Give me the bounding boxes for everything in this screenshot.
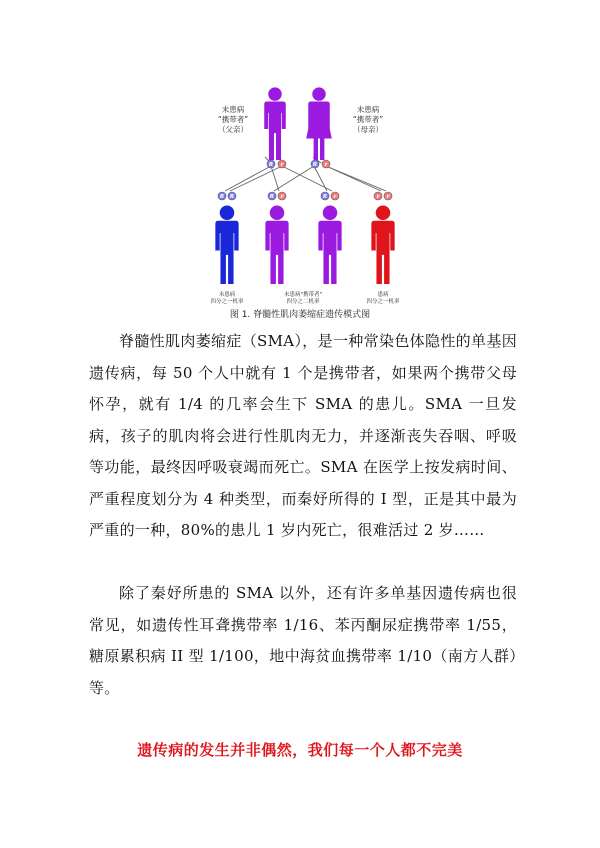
allele-text: r — [280, 194, 284, 200]
allele-text: r — [280, 162, 284, 168]
father-label-3: （父亲） — [218, 125, 248, 134]
allele-text: r — [376, 194, 380, 200]
child1-label-2: 四分之一机率 — [210, 299, 244, 305]
mother-figure — [306, 87, 332, 160]
father-label-2: “携带者” — [217, 115, 249, 124]
mother-label-3: （母亲） — [353, 125, 383, 134]
child4-label-2: 四分之一机率 — [366, 299, 400, 305]
allele-text: R — [229, 194, 235, 200]
father-figure — [264, 87, 286, 160]
child-affected-figure — [371, 205, 394, 284]
allele-text: r — [333, 194, 337, 200]
mother-label-1: 未患病 — [356, 105, 380, 114]
allele-text: R — [219, 194, 225, 200]
inheritance-diagram — [195, 86, 410, 308]
allele-text: R — [312, 162, 318, 168]
paragraph-2: 除了秦妤所患的 SMA 以外，还有许多单基因遗传病也很常见，如遗传性耳聋携带率 1/16、苯丙酮尿症携带率 1/55，糖原累积病 II 型 1/100，地中海贫血携带率 1/10（南方人群）等。 — [89, 584, 517, 697]
allele-text: R — [269, 194, 275, 200]
figure-caption: 图 1. 脊髓性肌肉萎缩症遗传模式图 — [229, 310, 371, 320]
child-healthy-figure — [215, 205, 238, 284]
child23-label-1: 未患病"携带者" — [283, 292, 323, 298]
allele-text: r — [386, 194, 390, 200]
allele-text: R — [268, 162, 274, 168]
slogan: 遗传病的发生并非偶然，我们每一个人都不完美 — [137, 741, 463, 759]
child23-label-2: 四分之二机率 — [286, 299, 320, 305]
child-carrier-figure — [265, 205, 288, 284]
mother-label-2: “携带者” — [352, 115, 384, 124]
child1-label-1: 未患病 — [218, 292, 236, 298]
father-label-1: 未患病 — [221, 105, 245, 114]
paragraph-1: 脊髓性肌肉萎缩症（SMA），是一种常染色体隐性的单基因遗传病，每 50 个人中就有 1 个是携带者，如果两个携带父母怀孕，就有 1/4 的几率会生下 SMA 的患儿。SMA 一旦发病，孩子的肌肉将会进行性肌肉无力，并逐渐丧失吞咽、呼吸等功能，最终因呼吸衰竭而死亡。SMA 在医学上按发病时间、严重程度划分为 4 种类型，而秦妤所得的 I 型，正是其中最为严重的一种，80%的患儿 1 岁内死亡，很难活过 2 岁…… — [89, 332, 517, 539]
child4-label-1: 患病 — [377, 292, 389, 298]
allele-text: r — [324, 162, 328, 168]
child-carrier-figure — [318, 205, 341, 284]
allele-text: R — [322, 194, 328, 200]
